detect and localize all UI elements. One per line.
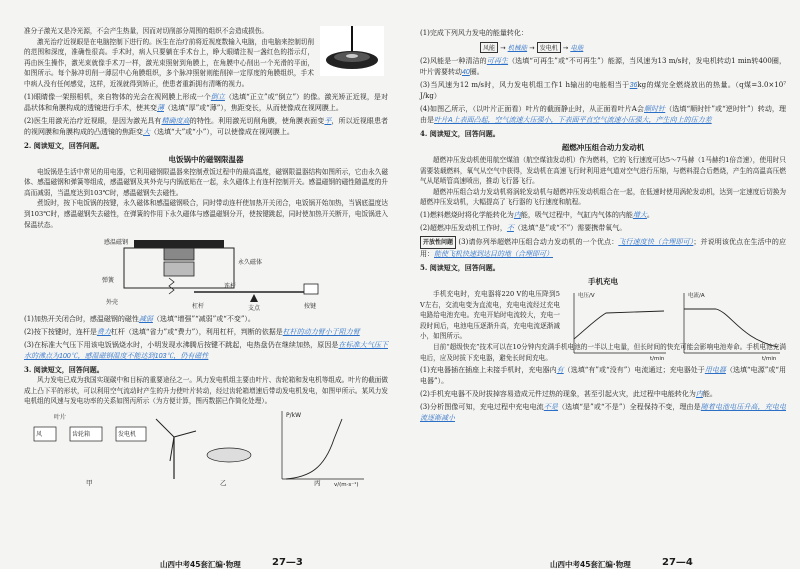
chart-axis-label: v/(m·s⁻¹)	[334, 481, 359, 487]
chart-axis-label: 电压/V	[578, 292, 595, 299]
question-1-2: (2)医生用激光治疗近视眼，是因为激光具有精确度高的特性。利用激光切削角膜，使角膜表面变平，所以近视眼患者的视网膜和角膜构成的凸透镜的焦距变大（选填“大”或“小”），可以使像成在视网膜上。	[24, 116, 389, 136]
flow-answer: 机械能	[507, 45, 528, 52]
figure-caption: 丙	[314, 478, 321, 487]
figure-label: 发电机	[118, 430, 137, 438]
diagram-label: 弹簧	[102, 277, 115, 285]
question-2-1: (1)加热开关闭合时，感温磁钢的磁性减弱（选填“增强”“减弱”或“不变”）。	[24, 315, 255, 324]
laser-eye-image	[320, 26, 384, 76]
figure-label: 风	[36, 430, 43, 438]
section-2-heading: 2. 阅读短文，回答问题。	[24, 140, 104, 150]
section-4-heading: 4. 阅读短文，回答问题。	[420, 129, 500, 138]
diagram-label: 按键	[304, 303, 317, 311]
paragraph: 目前“超级快充”技术可以在10分钟内充满手机电池的一半以上电量，但长时间的快充可能会影响电池寿命。手机电池充满电后，应及时拔下充电器，避免长时间充电。	[420, 342, 786, 362]
page-number: 27—3	[272, 557, 303, 568]
question-4-2: (2)超燃冲压发动机工作时，不（选填“是”或“不”）需要携带氧气。	[420, 223, 627, 232]
figure-caption: 甲	[86, 478, 93, 487]
chart-axis-label: t/min	[762, 355, 777, 361]
paragraph: 准分子激光又是冷光源，不会产生热量，因而对切削部分周围的组织不会造成损伤。	[24, 27, 268, 35]
diagram-label: 连杆	[224, 283, 237, 291]
chart-axis-label: P/kW	[286, 411, 302, 419]
article-title: 电饭锅中的磁钢限温器	[168, 154, 244, 164]
energy-flow: 风能 → 机械能 → 发电机 → 电能	[480, 42, 786, 53]
article-title: 手机充电	[588, 276, 618, 286]
question-3-2: (2)风能是一种清洁的可再生（选填“可再生”或“不可再生”）能源，当风速为13 m/s时，发电机转动1 min转400圈，叶片需要转动40圈。	[420, 57, 787, 76]
flow-box: 发电机	[537, 42, 561, 53]
paragraph: 手机充电时，充电器将220 V的电压降到5 V左右，交流电变为直流电，充电电流经过充电电路给电池充电。充电开始时电流较大，充电一段时间后，电池电压逐渐升高，充电电流逐渐减小，如图所示。	[420, 289, 560, 341]
paragraph: 激光治疗近视眼是在电脑控制下进行的。医生在治疗前将近视度数输入电脑，由电脑来控制切削的范围和深度，准确性很高。手术时，病人只要躺在手术台上，睁大眼睛注视一盏红色的指示灯，再由医生操作，激光束就像手术刀一样，激光束照射到角膜上，在角膜中心削出一个光滑的平面，如图所示。每个脉冲切削一薄层中心角膜组织，多个脉冲照射则能削掉一定厚度的角膜组织，手术中病人没有任何感觉，这样，近视就得到矫正，使患者重新拥有清晰的视力。	[24, 37, 314, 88]
question-5-3: (3)分析图像可知，充电过程中充电电流不是（选填“是”或“不是”）全程保持不变，理由是随着电池电压升高，充电电流逐渐减小	[420, 403, 786, 423]
figure-caption: 乙	[220, 478, 227, 487]
question-4-3: 开放性问题 (3)请你列举超燃冲压组合动力发动机的一个优点：飞行速度快（合理即可）；并说明该优点在生活中的应用：能使飞机快速到达目的地（合理即可）	[420, 237, 787, 258]
footer-label: 山西中考45套汇编·物理	[160, 560, 241, 569]
diagram-label: 感温磁钢	[104, 239, 129, 247]
paragraph: 超燃冲压发动机使用航空煤油（航空煤油发动机）作为燃料，它的飞行速度可达5～7马赫（1马赫约1倍音速），使用时只需要装载燃料，氧气从空气中获得，发动机在高速飞行时利用进气道对空气进行压缩，与燃料混合后燃烧，产生的高温高压燃气从尾喷管高速喷出，推动飞行器飞行。	[420, 156, 786, 186]
paragraph: 电饭锅是生活中常见的用电器，它利用磁钢限温器来控制煮饭过程中的最高温度，磁钢限温器结构如图所示，它由永久磁体、感温磁钢和弹簧等组成，感温磁钢及其外壳与内锅底贴在一起，永久磁体上有连杆控制开关。感温磁钢的磁性随温度的升高而减弱，当温度达到103℃时，感温磁钢失去磁性。	[24, 167, 388, 197]
charging-charts	[566, 289, 786, 361]
diagram-label: 永久磁体	[238, 259, 263, 267]
question-2-2: (2)按下按键时，连杆是费力杠杆（选填“省力”或“费力”），利用杠杆，判断的依据是杠杆的动力臂小于阻力臂	[24, 328, 360, 337]
footer-label: 山西中考45套汇编·物理	[550, 560, 631, 569]
figure-label: 叶片	[54, 413, 67, 421]
flow-answer: 电能	[570, 45, 584, 52]
question-5-1: (1)充电器插在插座上未接手机时，充电器内有（选填“有”或“没有”）电流通过；充电器处于用电器（选填“电源”或“用电器”）。	[420, 366, 787, 386]
section-3-heading: 3. 阅读短文，回答问题。	[24, 365, 104, 375]
page-number: 27—4	[662, 557, 693, 568]
diagram-label: 杠杆	[192, 303, 205, 311]
open-question-badge: 开放性问题	[420, 236, 456, 249]
question-3-3: (3)当风速为12 m/s时，风力发电机组工作1 h输出的电能相当于36kg的煤完全燃烧放出的热量。（q煤=3.0×10⁷ J/kg）	[420, 81, 786, 100]
paragraph: 煮饭时，按下电饭锅的按键，永久磁体和感温磁钢吸合，同时带动连杆使加热开关闭合，电饭锅开始加热，当锅底温度达到103℃时，感温磁钢失去磁性，在弹簧的作用下永久磁体与感温磁钢分开，使按键跳起，同时使加热开关断开，电饭锅进入保温状态。	[24, 199, 388, 229]
paragraph: 超燃冲压组合动力发动机将涡轮发动机与超燃冲压发动机组合在一起，在低速时使用涡轮发动机，达到一定速度后切换为超燃冲压发动机，大幅提高了飞行器的飞行速度和航程。	[420, 187, 786, 207]
chart-axis-label: 电流/A	[688, 292, 705, 299]
question-2-3: (3)在标准大气压下用该电饭锅烧水时，小明发现水沸腾后按键不跳起，电热盘仍在继续加热，原因是在标准大气压下水的沸点为100℃，感温磁钢温度不能达到103℃，仍有磁性	[24, 341, 389, 361]
question-3-1: (1)完成下列风力发电的能量转化：	[420, 29, 528, 37]
section-5-heading: 5. 阅读短文，回答问题。	[420, 262, 500, 272]
question-5-2: (2)手机充电器不及时拔掉容易造成元件过热的现象，甚至引起火灾，此过程中电能转化为内能。	[420, 390, 717, 399]
paragraph: 风力发电已成为我国实现碳中和目标的重要途径之一。风力发电机组主要由叶片、齿轮箱和发电机等组成。叶片的截面做成上凸下平的形状，可以利用空气流动时产生的升力使叶片转动，经过齿轮箱增速后带动发电机发电，如图甲所示。某风力发电机组的风速与发电功率的关系如图丙所示（为方便计算，图丙数据已作简化处理）。	[24, 376, 388, 406]
chart-axis-label: t/min	[650, 355, 665, 361]
question-1-1: (1)眼睛像一架照相机，来自物体的光会在视网膜上形成一个倒立（选填“正立”或“倒立”）的像。激光矫正近视，是对晶状体和角膜构成的透镜进行手术，使其变薄（选填“厚”或“薄”），焦距变长，从而使像成在视网膜上。	[24, 92, 388, 112]
right-page	[400, 0, 800, 569]
flow-box: 风能	[480, 42, 498, 53]
diagram-label: 外壳	[106, 299, 119, 307]
diagram-label: 支点	[248, 305, 261, 313]
figure-label: 齿轮箱	[72, 430, 91, 438]
rice-cooker-diagram	[24, 232, 384, 312]
article-title: 超燃冲压组合动力发动机	[561, 143, 645, 152]
question-3-4: (4)如图乙所示，（以叶片正面看）叶片的截面静止时，从正面看叶片A会顺时针（选填“顺时针”或“逆时针”）转动，理由是叶片A上表面凸起，空气流速大压强小，下表面平直空气流速小压强大，产生向上的压力差	[420, 105, 786, 124]
question-4-1: (1)燃料燃烧时将化学能转化为内能，吸气过程中，气缸内气体的内能增大。	[420, 210, 654, 219]
wind-turbine-figure	[24, 409, 384, 487]
